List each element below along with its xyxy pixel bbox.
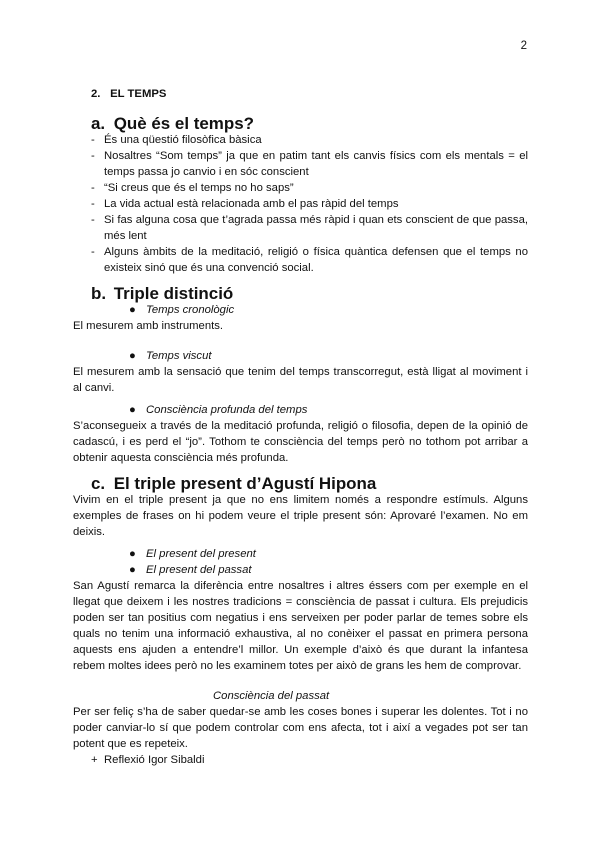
bullet-item: ● El present del passat xyxy=(129,564,252,576)
list-item: - Si fas alguna cosa que t’agrada passa més ràpid i quan ets conscient de que passa, més lent xyxy=(91,214,528,242)
section-title-text: EL TEMPS xyxy=(110,88,167,100)
page-number: 2 xyxy=(520,40,527,52)
bullet-heading: ● Consciència profunda del temps xyxy=(129,404,308,416)
section-number: 2. xyxy=(91,88,101,100)
bullet-item: ● El present del present xyxy=(129,548,256,560)
subheading-letter: c. xyxy=(91,474,106,493)
list-item: - La vida actual està relacionada amb el pas ràpid del temps xyxy=(91,198,399,210)
subheading-letter: b. xyxy=(91,284,107,303)
list-item: - Nosaltres “Som temps” ja que en patim tant els canvis físics com els mentals = el temps passa jo canvio i en sóc conscient xyxy=(91,150,528,178)
bullet-heading: ● Temps viscut xyxy=(129,350,212,362)
subheading-a xyxy=(73,116,528,132)
paragraph: Per ser feliç s’ha de saber quedar-se amb les coses bones i superar les dolentes. Tot i no poder canviar-lo sí que podem controlar com ens afecta, tot i així a vegades pot ser tan potent que es repeteix. xyxy=(73,706,528,750)
paragraph: Vivim en el triple present ja que no ens limitem només a respondre estímuls. Alguns exemples de frases on hi podem veure el triple present són: Aprovaré l’examen. No em deixis. xyxy=(73,494,528,538)
subheading-b xyxy=(73,286,528,302)
subheading-text: Triple distinció xyxy=(113,284,234,303)
paragraph: S’aconsegueix a través de la meditació profunda, religió o filosofia, depen de la opinió de cadascú, i es perd el “jo”. Tothom te consciència del temps però no tothom pot arribar a obtenir aquesta consciència més profunda. xyxy=(73,420,528,464)
list-item: - És una qüestió filosòfica bàsica xyxy=(91,134,262,146)
paragraph: El mesurem amb instruments. xyxy=(73,320,224,332)
plus-item: + Reflexió Igor Sibaldi xyxy=(91,754,205,766)
document-body xyxy=(73,86,528,768)
part-a-list xyxy=(73,132,528,276)
subheading-c xyxy=(73,476,528,492)
paragraph: San Agustí remarca la diferència entre nosaltres i altres éssers com per exemple en el llegat que deixem i les nostres tradicions = consciència de passat i cultura. Els prejudicis poden ser tan positius com negatius i ens serveixen per poder parlar de temes sobre els quals no tenim una informació exhaustiva, al no conèixer el passat en primera persona aquests ens ajuden a entendre’l millor. Un exemple d’això és que durant la infantesa rebem moltes idees però no les examinem totes per això de grans les hem de comprovar. xyxy=(73,580,528,672)
paragraph: El mesurem amb la sensació que tenim del temps transcorregut, està lligat al moviment i al canvi. xyxy=(73,366,528,394)
section-title xyxy=(73,86,528,102)
bullet-heading: ● Temps cronològic xyxy=(129,304,235,316)
list-item: - “Si creus que és el temps no ho saps” xyxy=(91,182,294,194)
subheading-letter: a. xyxy=(91,114,106,133)
subheading-text: El triple present d’Agustí Hipona xyxy=(113,474,377,493)
list-item: - Alguns àmbits de la meditació, religió o física quàntica defensen que el temps no existeix sinó que és una convenció social. xyxy=(91,246,528,274)
subheading-text: Què és el temps? xyxy=(113,114,254,133)
italic-subtitle: Consciència del passat xyxy=(213,690,330,702)
